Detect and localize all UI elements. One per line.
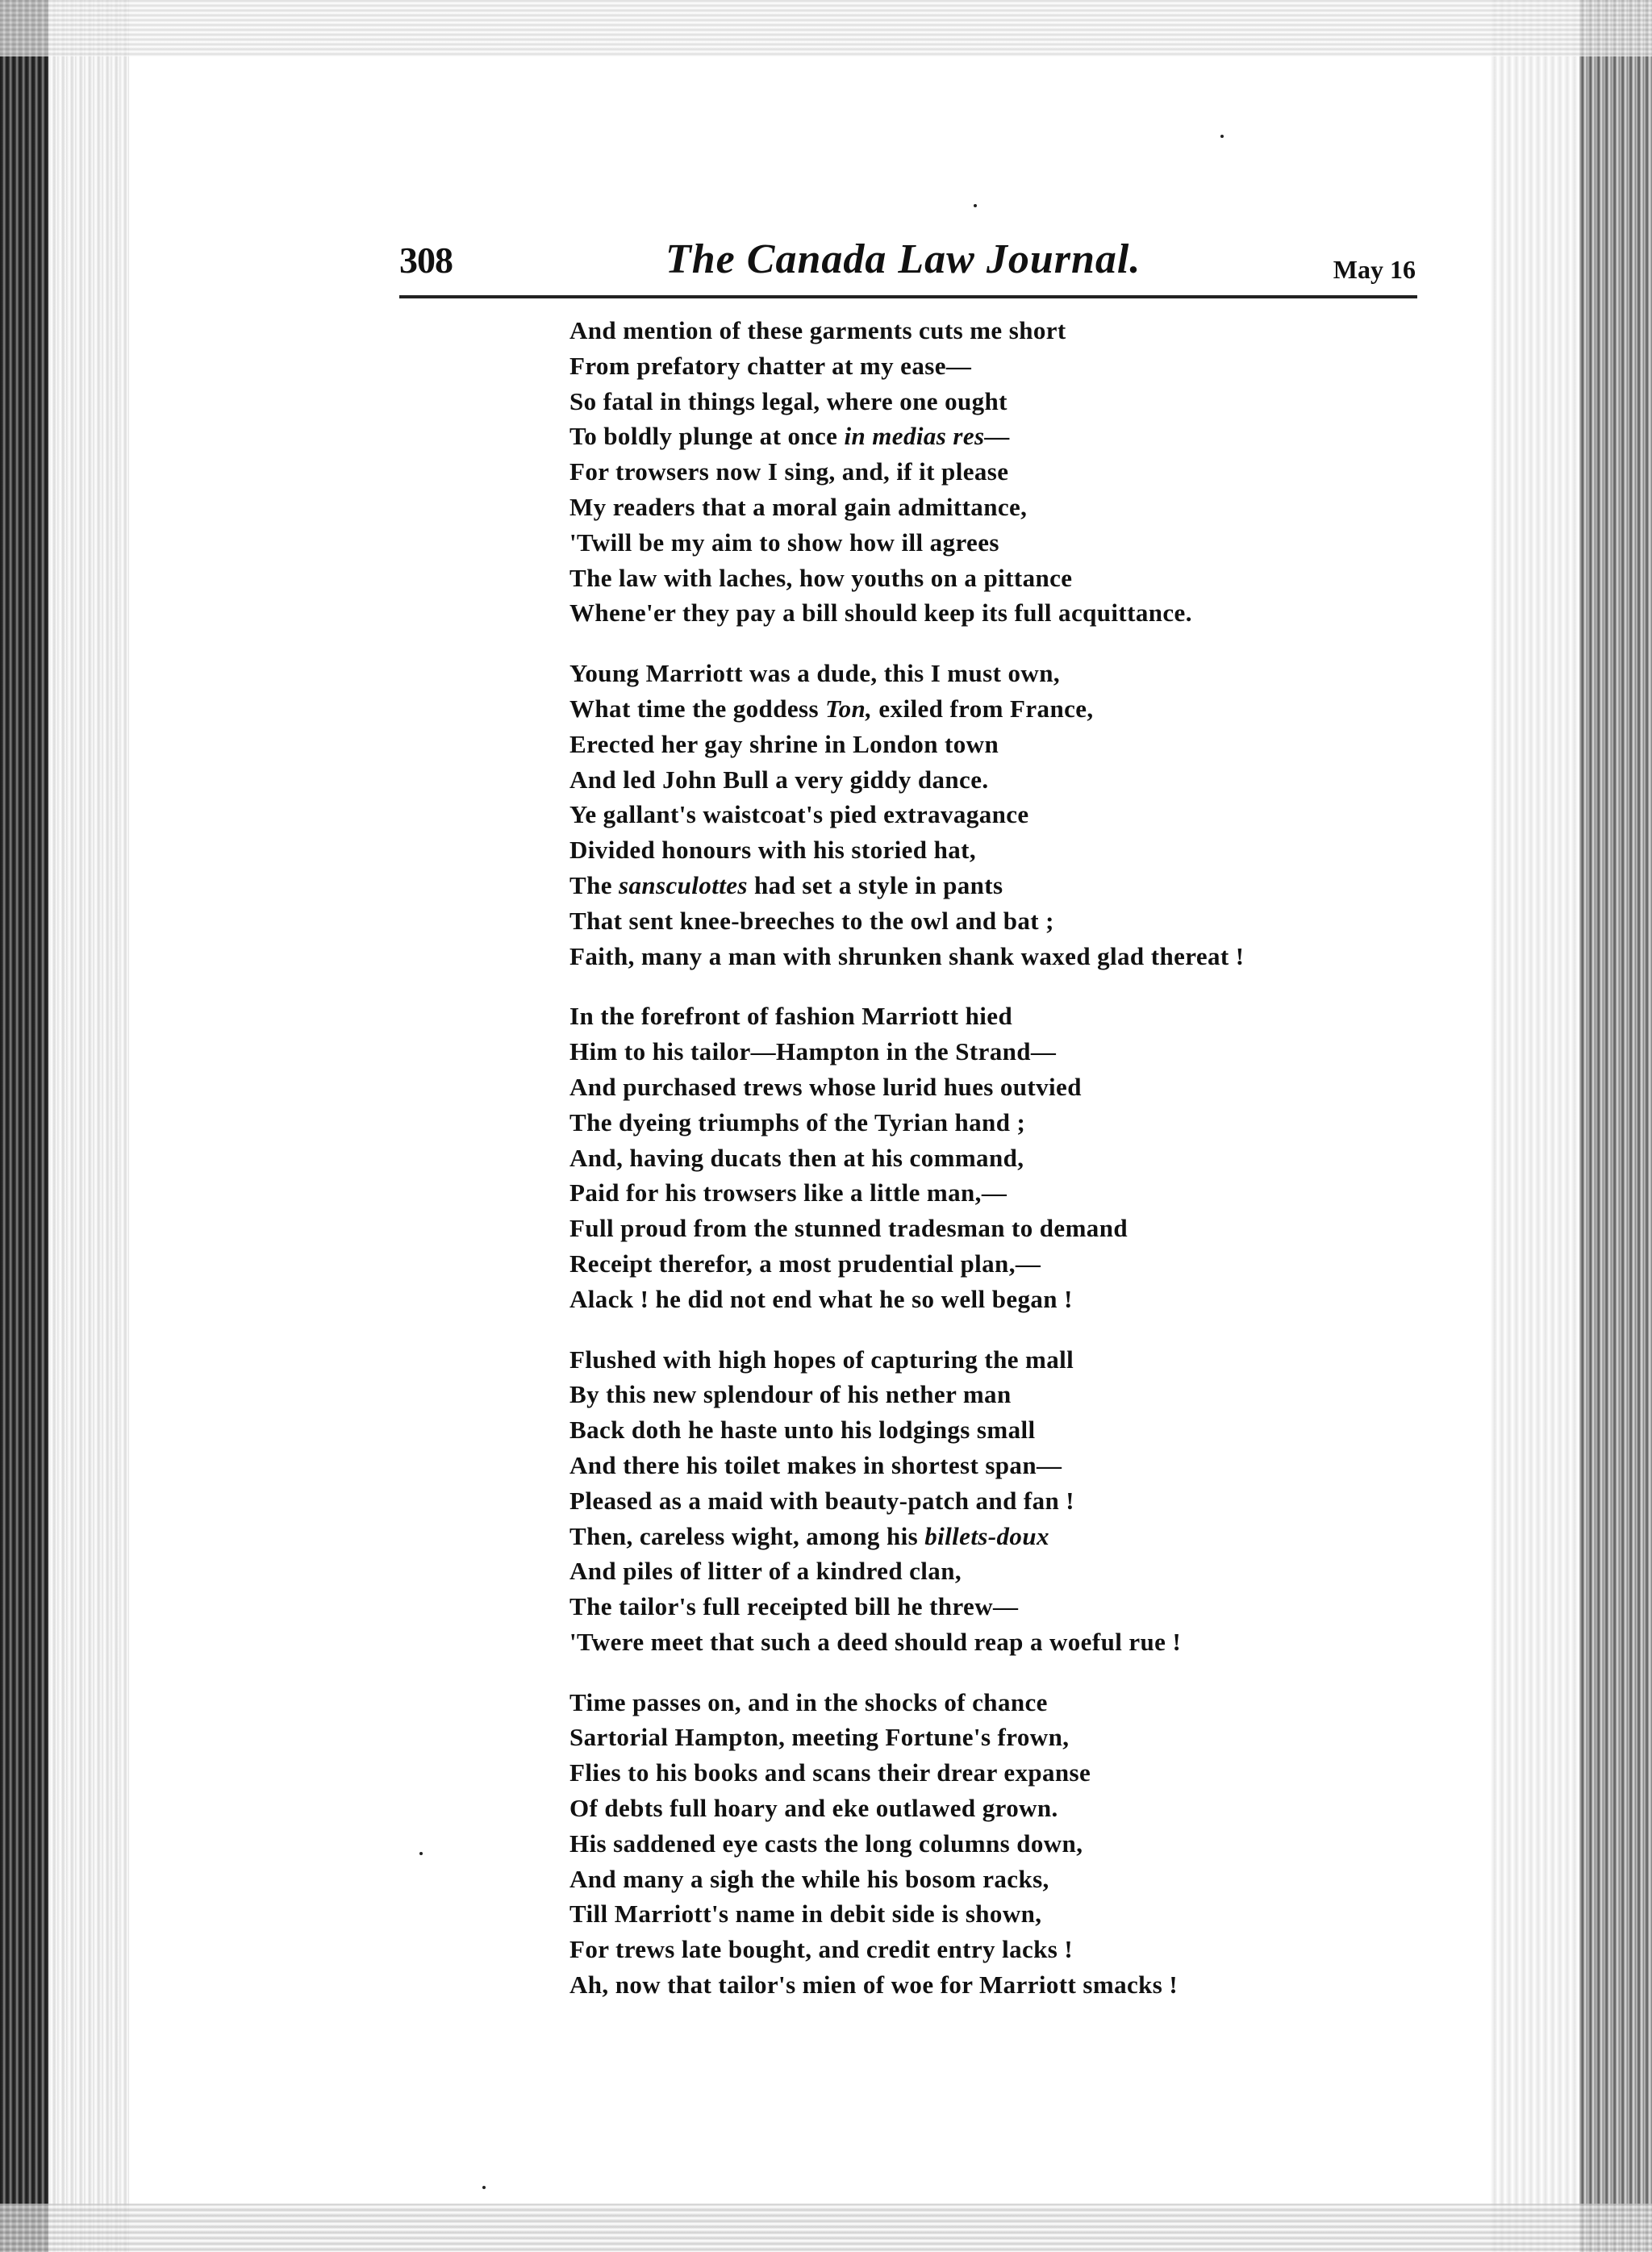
poem-line: That sent knee-breeches to the owl and bat ; <box>569 906 1054 935</box>
poem-line-text: What time the goddess <box>569 694 826 723</box>
header-rule <box>399 295 1417 298</box>
poem-line: Flushed with high hopes of capturing the mall <box>569 1345 1074 1374</box>
poem-line: Him to his tailor—Hampton in the Strand— <box>569 1037 1057 1066</box>
poem-line <box>569 419 1376 454</box>
poem-line: 'Twill be my aim to show how ill agrees <box>569 528 999 557</box>
italic-word: Ton, <box>825 694 873 723</box>
poem-line: Erected her gay shrine in London town <box>569 729 999 758</box>
stanza-2 <box>569 656 1376 974</box>
poem-line-text: Then, careless wight, among his <box>569 1521 925 1550</box>
poem-line: From prefatory chatter at my ease— <box>569 351 972 380</box>
poem-line: Sartorial Hampton, meeting Fortune's frown, <box>569 1723 1070 1752</box>
poem-line: By this new splendour of his nether man <box>569 1380 1012 1409</box>
poem-line: And purchased trews whose lurid hues outvied <box>569 1072 1082 1101</box>
italic-word: billets-doux <box>924 1521 1049 1550</box>
stanza-5 <box>569 1685 1376 2003</box>
poem-line: Whene'er they pay a bill should keep its full acquittance. <box>569 598 1192 628</box>
poem-line <box>569 691 1376 727</box>
page-number: 308 <box>399 240 453 281</box>
italic-phrase: in medias res— <box>844 422 1010 451</box>
poem-line: And piles of litter of a kindred clan, <box>569 1557 962 1586</box>
poem-line: The tailor's full receipted bill he threw— <box>569 1592 1019 1621</box>
poem-line: Faith, many a man with shrunken shank waxed glad thereat ! <box>569 941 1245 970</box>
poem-line: In the forefront of fashion Marriott hied <box>569 1002 1013 1031</box>
poem-line: For trews late bought, and credit entry lacks ! <box>569 1935 1074 1964</box>
poem-line: And, having ducats then at his command, <box>569 1143 1024 1172</box>
poem-line: Pleased as a maid with beauty-patch and fan ! <box>569 1486 1074 1515</box>
poem-line: Time passes on, and in the shocks of chance <box>569 1687 1048 1716</box>
poem-line: His saddened eye casts the long columns down, <box>569 1829 1083 1858</box>
running-header <box>399 234 1416 290</box>
poem-line: And mention of these garments cuts me short <box>569 316 1066 344</box>
poem-line <box>569 868 1376 903</box>
poem-line <box>569 1519 1376 1554</box>
poem-line: So fatal in things legal, where one ought <box>569 386 1007 415</box>
poem-line: Flies to his books and scans their drear expanse <box>569 1758 1091 1787</box>
stanza-3 <box>569 999 1376 1316</box>
poem-line-text: had set a style in pants <box>747 870 1003 899</box>
poem-line: And there his toilet makes in shortest span— <box>569 1450 1062 1479</box>
poem-line-text: The <box>569 870 620 899</box>
poem-line: Till Marriott's name in debit side is shown, <box>569 1900 1042 1929</box>
poem-line: Divided honours with his storied hat, <box>569 836 977 865</box>
poem-line: Receipt therefor, a most prudential plan,— <box>569 1249 1041 1278</box>
poem-line: Ye gallant's waistcoat's pied extravagance <box>569 800 1029 829</box>
poem-line: For trowsers now I sing, and, if it please <box>569 457 1009 486</box>
poem-line: And led John Bull a very giddy dance. <box>569 765 989 794</box>
poem-line: Paid for his trowsers like a little man,— <box>569 1178 1007 1207</box>
poem-line: Full proud from the stunned tradesman to demand <box>569 1214 1128 1243</box>
poem-line-text: To boldly plunge at once <box>569 422 845 451</box>
poem-line: Young Marriott was a dude, this I must own, <box>569 659 1060 688</box>
poem-line: And many a sigh the while his bosom racks, <box>569 1864 1049 1893</box>
poem-line: The dyeing triumphs of the Tyrian hand ; <box>569 1107 1026 1136</box>
poem-line: My readers that a moral gain admittance, <box>569 492 1028 521</box>
poem-line-text: exiled from France, <box>872 694 1094 723</box>
stanza-4 <box>569 1342 1376 1660</box>
poem-line: Back doth he haste unto his lodgings small <box>569 1416 1036 1445</box>
poem-body <box>569 313 1376 2028</box>
issue-date: May 16 <box>1333 255 1416 284</box>
poem-line: The law with laches, how youths on a pittance <box>569 563 1073 592</box>
poem-line: Alack ! he did not end what he so well began ! <box>569 1284 1073 1313</box>
poem-line: 'Twere meet that such a deed should reap a woeful rue ! <box>569 1627 1182 1656</box>
journal-title: The Canada Law Journal. <box>665 236 1141 282</box>
poem-line: Ah, now that tailor's mien of woe for Marriott smacks ! <box>569 1971 1179 2000</box>
poem-line: Of debts full hoary and eke outlawed grown. <box>569 1794 1058 1823</box>
stanza-1 <box>569 313 1376 631</box>
italic-word: sansculottes <box>619 870 748 899</box>
